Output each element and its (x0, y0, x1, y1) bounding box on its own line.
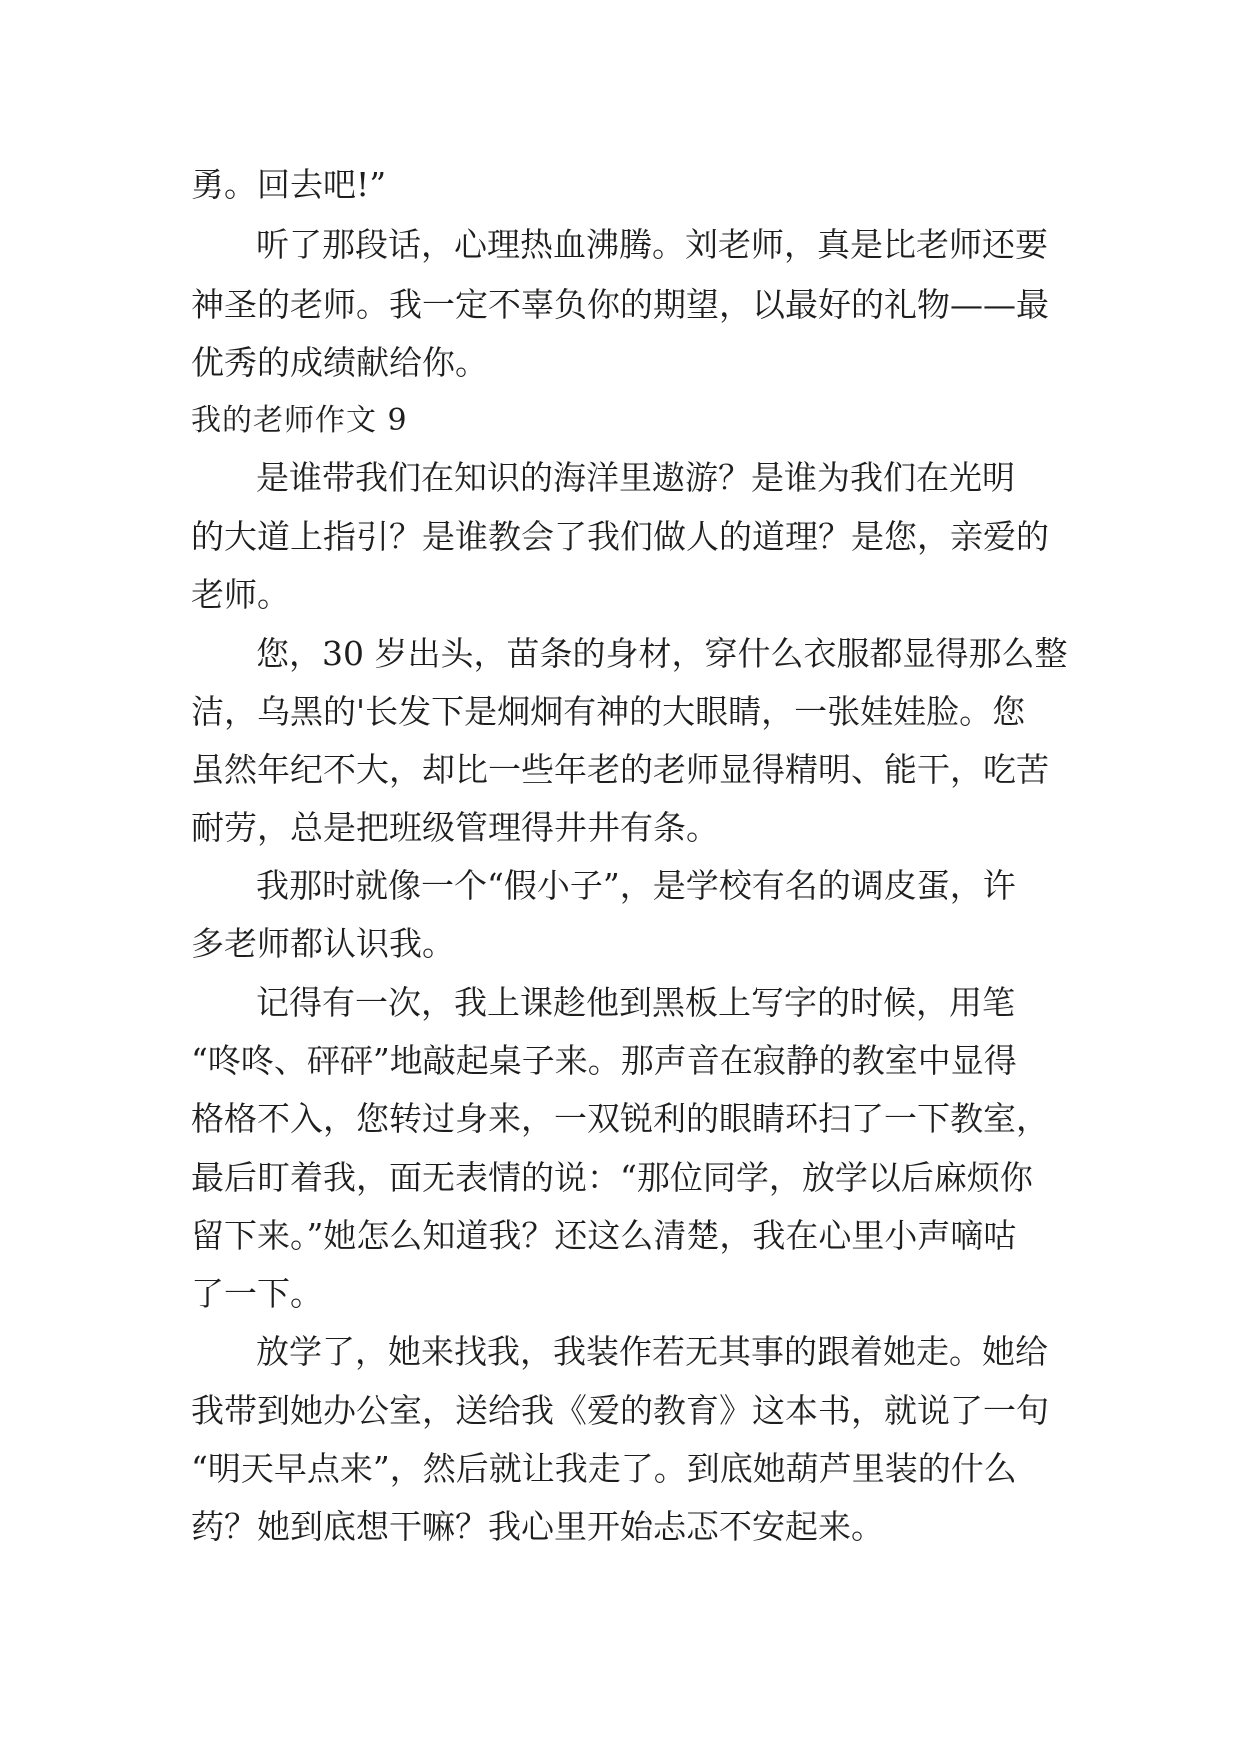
text-line: “咚咚、砰砰”地敲起桌子来。那声音在寂静的教室中显得 (191, 1041, 1017, 1080)
text-line: 药？她到底想干嘛？我心里开始忐忑不安起来。 (191, 1507, 884, 1546)
paragraph-first-line: 记得有一次，我上课趁他到黑板上写字的时候，用笔 (256, 983, 1015, 1022)
text-line: 洁，乌黑的'长发下是炯炯有神的大眼睛，一张娃娃脸。您 (191, 692, 1026, 731)
text-line: 神圣的老师。我一定不辜负你的期望，以最好的礼物——最 (191, 285, 1049, 324)
text-line: 虽然年纪不大，却比一些年老的老师显得精明、能干，吃苦 (191, 750, 1049, 789)
paragraph-first-line: 听了那段话，心理热血沸腾。刘老师，真是比老师还要 (256, 225, 1048, 264)
text-line: 优秀的成绩献给你。 (191, 343, 488, 382)
text-line: 耐劳，总是把班级管理得井井有条。 (191, 808, 719, 847)
paragraph-first-line: 放学了，她来找我，我装作若无其事的跟着她走。她给 (256, 1332, 1048, 1371)
text-line: 了一下。 (191, 1274, 323, 1313)
text-line: 最后盯着我，面无表情的说：“那位同学，放学以后麻烦你 (191, 1158, 1033, 1197)
text-line: 多老师都认识我。 (191, 924, 455, 963)
paragraph-first-line: 我那时就像一个“假小子”，是学校有名的调皮蛋，许 (256, 866, 1016, 905)
section-heading: 我的老师作文 9 (191, 403, 408, 438)
paragraph-first-line: 您，30 岁出头，苗条的身材，穿什么衣服都显得那么整 (256, 634, 1068, 673)
text-line: 留下来。”她怎么知道我？还这么清楚，我在心里小声嘀咕 (191, 1216, 1017, 1255)
text-line: “明天早点来”，然后就让我走了。到底她葫芦里装的什么 (191, 1449, 1017, 1488)
text-line: 的大道上指引？是谁教会了我们做人的道理？是您，亲爱的 (191, 517, 1049, 556)
text-line: 老师。 (191, 575, 290, 614)
text-line: 格格不入，您转过身来，一双锐利的眼睛环扫了一下教室， (191, 1099, 1049, 1138)
text-line: 勇。回去吧!” (191, 165, 387, 204)
text-line: 我带到她办公室，送给我《爱的教育》这本书，就说了一句 (191, 1391, 1049, 1430)
paragraph-first-line: 是谁带我们在知识的海洋里遨游？是谁为我们在光明 (256, 458, 1015, 497)
